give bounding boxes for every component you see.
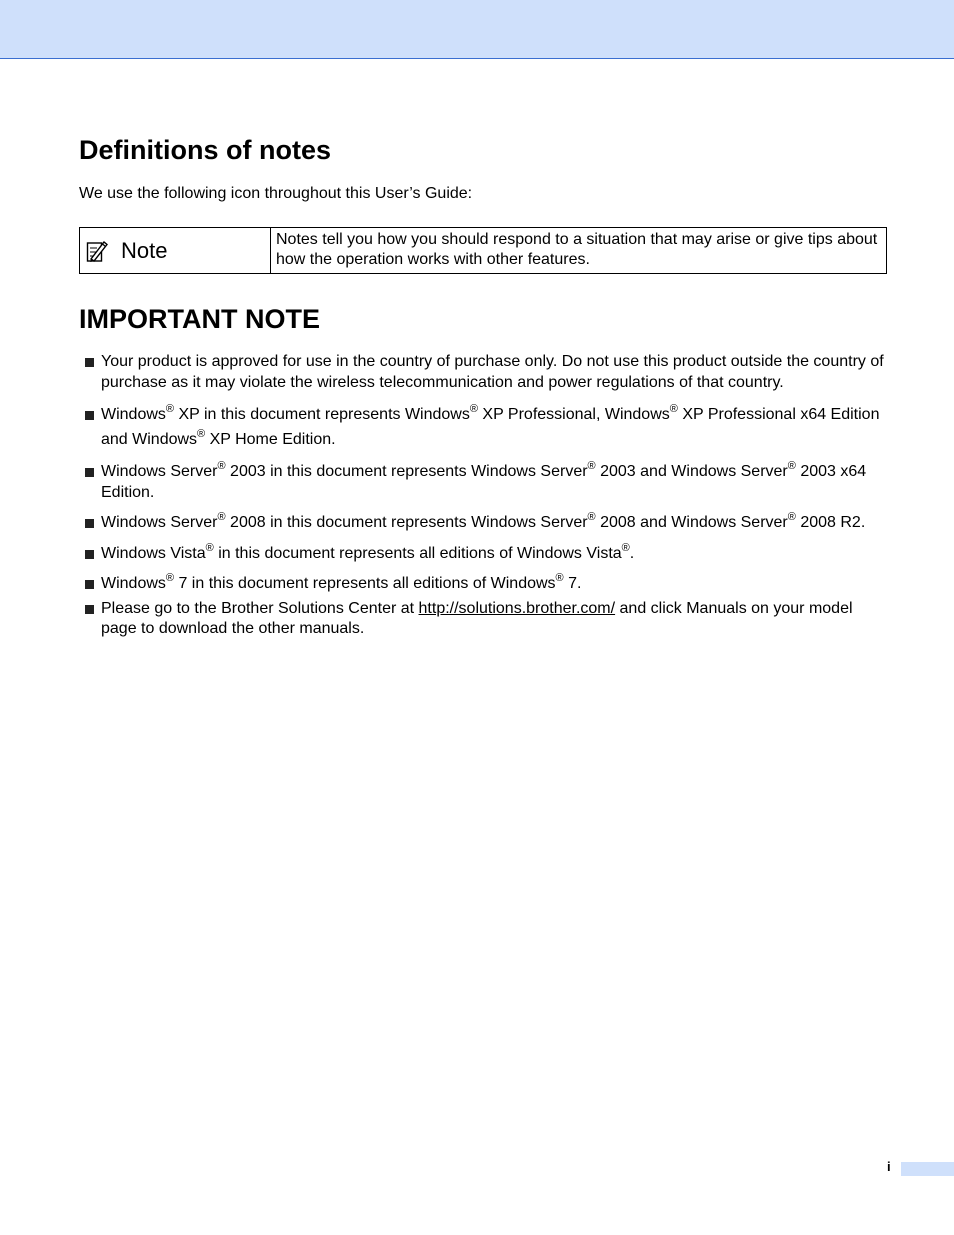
square-bullet-icon	[85, 605, 94, 614]
note-label: Note	[121, 237, 168, 263]
list-item: Windows® 7 in this document represents all editions of Windows® 7.	[79, 574, 891, 595]
page-tab	[901, 1162, 954, 1176]
square-bullet-icon	[85, 411, 94, 420]
list-item: Windows Server® 2003 in this document represents Windows Server® 2003 and Windows Server® 2003 x64 Edition.	[79, 462, 891, 503]
definitions-intro: We use the following icon throughout this User’s Guide:	[79, 185, 473, 202]
note-pencil-icon	[86, 239, 108, 263]
list-item: Windows Server® 2008 in this document represents Windows Server® 2008 and Windows Server® 2008 R2.	[79, 513, 891, 534]
solutions-center-link[interactable]: http://solutions.brother.com/	[418, 599, 616, 617]
list-item: Please go to the Brother Solutions Center at http://solutions.brother.com/ and click Manuals on your model page to download the other manuals.	[79, 599, 891, 640]
definitions-title: Definitions of notes	[79, 135, 331, 165]
list-item: Windows Vista® in this document represents all editions of Windows Vista®.	[79, 544, 891, 565]
list-item: Your product is approved for use in the country of purchase only. Do not use this product outside the country of purchase as it may violate the wireless telecommunication and power regulations of that country.	[79, 352, 891, 393]
header-band	[0, 0, 954, 59]
page-number: i	[887, 1159, 891, 1174]
note-label-cell	[80, 228, 271, 273]
list-item: Windows® XP in this document represents Windows® XP Professional, Windows® XP Professional x64 Edition and Windows® XP Home Edition.	[79, 403, 891, 452]
square-bullet-icon	[85, 550, 94, 559]
note-description: Notes tell you how you should respond to a situation that may arise or give tips about how the operation works with other features.	[276, 231, 878, 268]
square-bullet-icon	[85, 468, 94, 477]
note-definition-table	[79, 227, 887, 274]
square-bullet-icon	[85, 519, 94, 528]
square-bullet-icon	[85, 358, 94, 367]
important-note-title: IMPORTANT NOTE	[79, 304, 320, 334]
square-bullet-icon	[85, 580, 94, 589]
important-note-list	[79, 352, 891, 650]
